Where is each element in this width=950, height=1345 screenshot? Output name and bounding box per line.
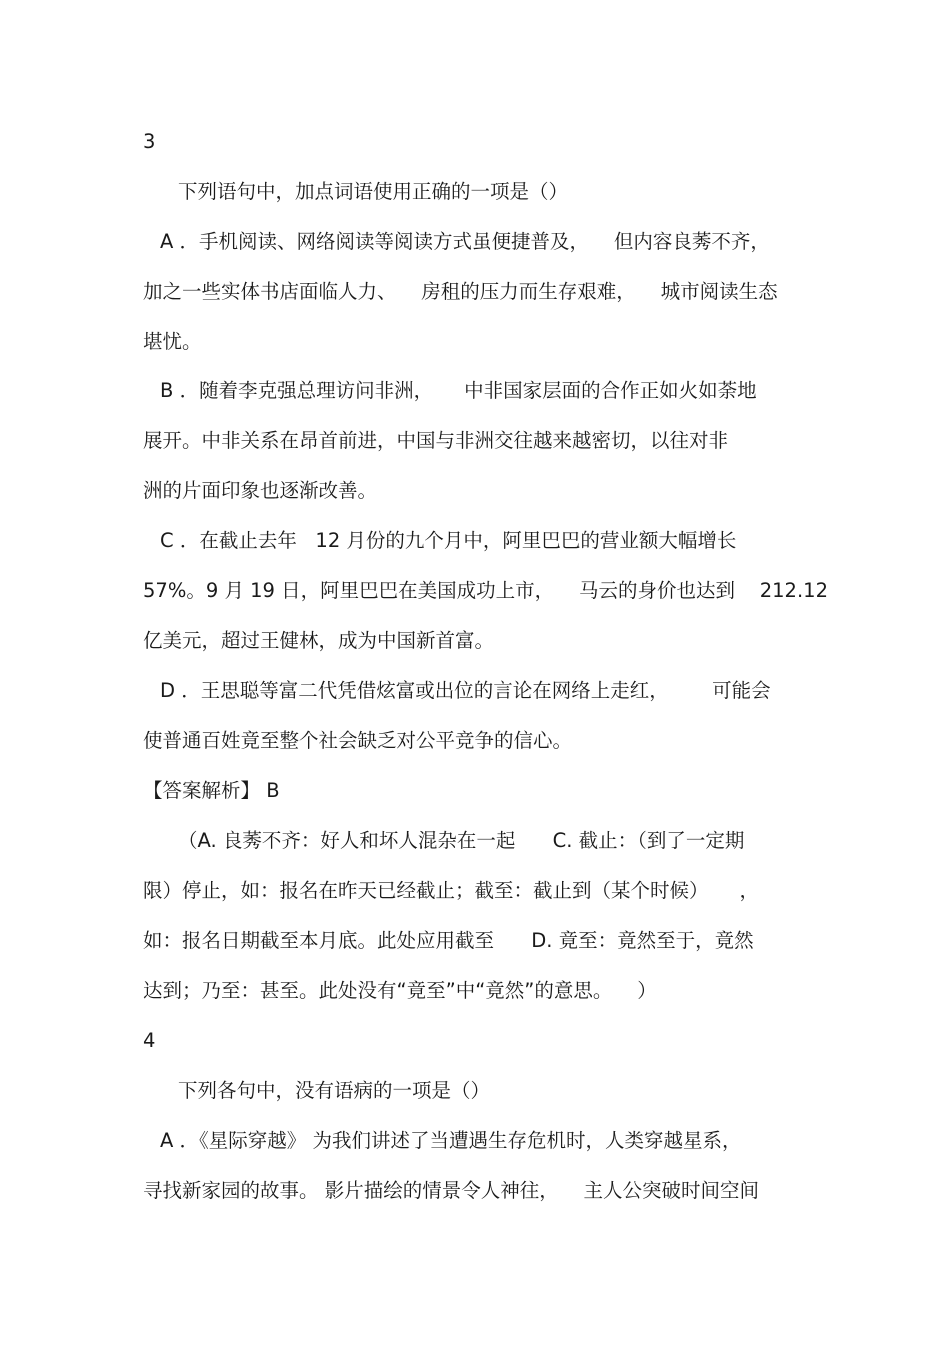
option-b-line-1: B ．随着李克强总理访问非洲， 中非国家层面的合作正如火如荼地: [160, 379, 757, 402]
question-number-4: 4: [143, 1029, 156, 1052]
q4-option-a-line-1: A ．《星际穿越》 为我们讲述了当遭遇生存危机时，人类穿越星系，: [160, 1129, 742, 1152]
option-d-line-1: D ．王思聪等富二代凭借炫富或出位的言论在网络上走红， 可能会: [160, 679, 771, 702]
option-a-line-3: 堪忧。: [143, 330, 202, 353]
explanation-line-2: 限）停止，如：报名在昨天已经截止；截至：截止到（某个时候） ，: [143, 879, 759, 902]
option-c-line-3: 亿美元，超过王健林，成为中国新首富。: [143, 629, 495, 652]
explanation-line-3: 如：报名日期截至本月底。此处应用截至 D. 竟至：竟然至于，竟然: [143, 929, 754, 952]
option-d-line-2: 使普通百姓竟至整个社会缺乏对公平竞争的信心。: [143, 729, 573, 752]
option-c-line-2: 57%。9 月 19 日，阿里巴巴在美国成功上市， 马云的身价也达到 212.12: [143, 579, 828, 602]
question-3-stem: 下列语句中，加点词语使用正确的一项是（）: [178, 180, 569, 203]
option-a-line-2: 加之一些实体书店面临人力、 房租的压力而生存艰难， 城市阅读生态: [143, 280, 778, 303]
option-a-line-1: A ．手机阅读、网络阅读等阅读方式虽便捷普及， 但内容良莠不齐，: [160, 230, 770, 253]
question-4-stem: 下列各句中，没有语病的一项是（）: [178, 1079, 491, 1102]
option-b-line-3: 洲的片面印象也逐渐改善。: [143, 479, 378, 502]
q4-option-a-line-2: 寻找新家园的故事。 影片描绘的情景令人神往， 主人公突破时间空间: [143, 1179, 759, 1202]
option-c-line-1: C ．在截止去年 12 月份的九个月中，阿里巴巴的营业额大幅增长: [160, 529, 737, 552]
explanation-line-4: 达到；乃至：甚至。此处没有“竟至”中“竟然”的意思。 ）: [143, 979, 657, 1002]
option-b-line-2: 展开。中非关系在昂首前进，中国与非洲交往越来越密切，以往对非: [143, 429, 729, 452]
answer-heading: 【答案解析】 B: [143, 779, 280, 802]
question-number-3: 3: [143, 130, 156, 153]
explanation-line-1: （A. 良莠不齐：好人和坏人混杂在一起 C. 截止：（到了一定期: [178, 829, 745, 852]
